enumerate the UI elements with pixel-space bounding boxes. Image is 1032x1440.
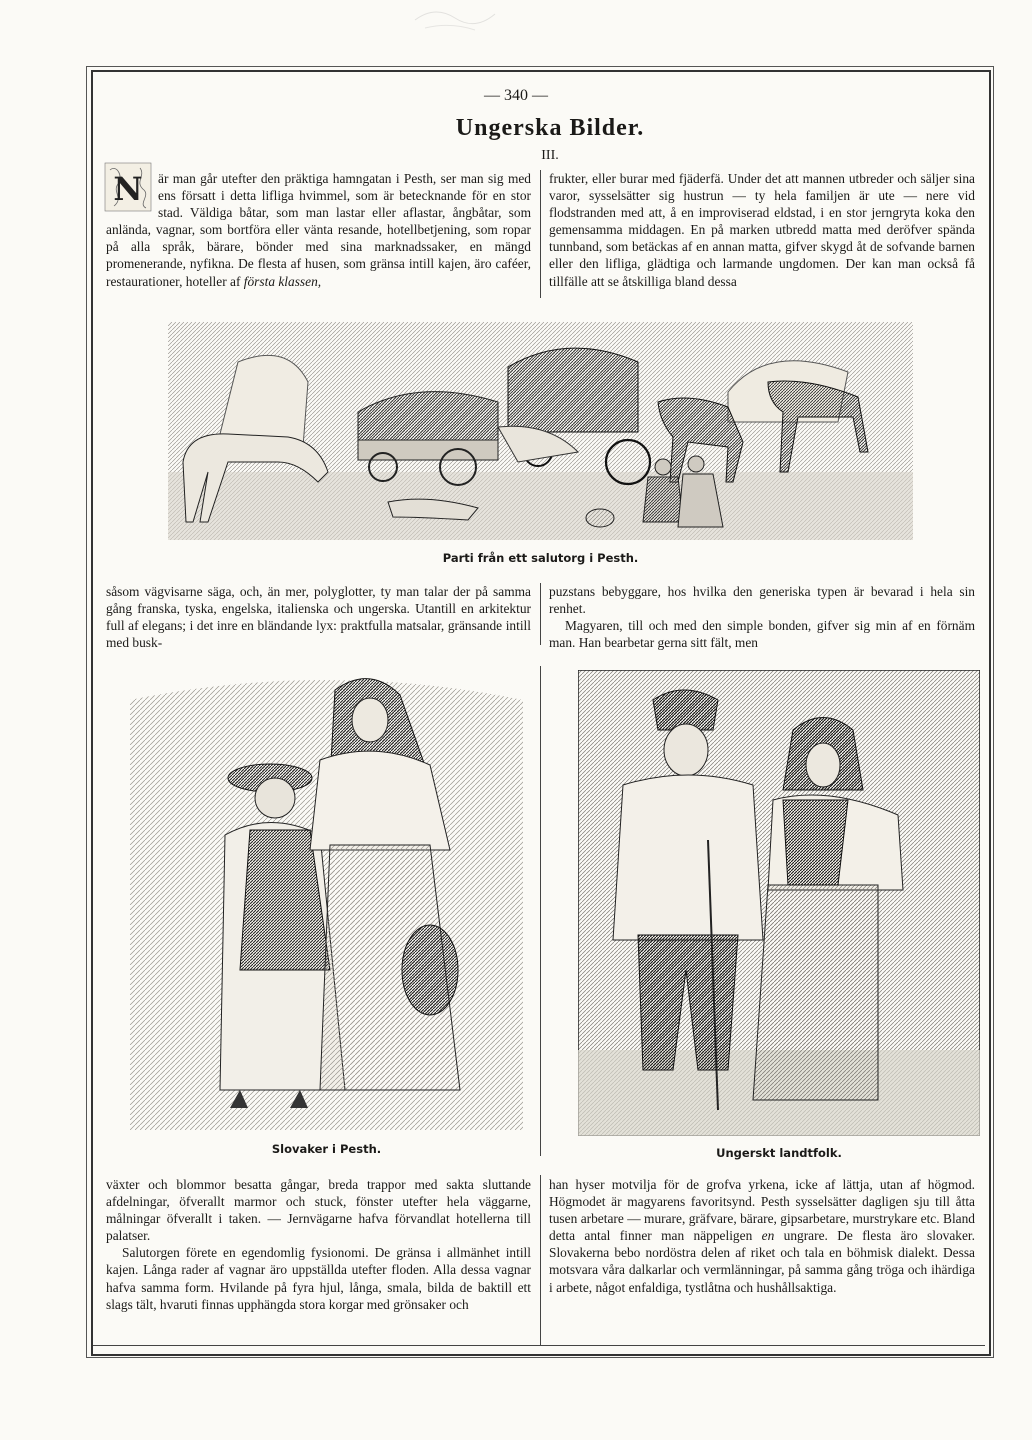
intro-left-column <box>106 170 531 290</box>
middle-right-p1: puzstans bebyggare, hos hvilka den generiska typen är bevarad i hela sin renhet. <box>549 584 975 617</box>
bottom-left-column <box>106 1176 531 1313</box>
woven-basket-icon <box>402 925 458 1015</box>
bottom-right-text: han hyser motvilja för de grofva yrkena, icke af lättja, utan af högmod. Högmodet är magyarens favoritsynd. Pesth sysselsätter dagligen sju till åtta tusen arbetare — murare, gräfvare, bärare, gipsarbetare, murstrykare etc. Bland detta antal finner man näppeligen <box>549 1177 975 1244</box>
hungarian-caption: Ungerskt landtfolk. <box>716 1146 842 1160</box>
slovak-caption: Slovaker i Pesth. <box>271 1142 382 1156</box>
page-number: — 340 — <box>484 87 548 104</box>
intro-right-column <box>549 170 975 290</box>
middle-left-column <box>106 583 531 651</box>
market-caption: Parti från ett salutorg i Pesth. <box>442 551 639 565</box>
bottom-right-text-end: ungrare. De flesta äro slovaker. Slovakerna bebo nordöstra delen af riket och tala en böhmisk dialekt. Dessa motsvara våra dalkarlar och vermlänningar, på samma gång tröga och ihärdiga i arbete, något enfaldiga, tystlåtna och hushållsaktiga. <box>549 1228 975 1295</box>
bottom-left-p1: växter och blommor besatta gångar, breda trappor med sakta sluttande afdelningar, öfverallt marmor och stuck, fönster utefter hela väggarne, målningar öfverallt i taken. — Jernvägarne hafva förvandlat hotellerna till palatser. <box>106 1177 531 1244</box>
intro-left-text: är man går utefter den präktiga hamngatan i Pesth, ser man sig med ens försatt i detta lifliga hvimmel, som är betecknande för en stor stad. Väldiga båtar, som man lastar eller aflastar, ångbåtar, som anlända, vagnar, som bortföra eller vänta resande, hotellbetjening, som ropar på alla språk, bärare, bönder med sina marknadssaker, en mängd promenerande, nyfikna. De flesta af husen, som gränsa intill kajen, äro caféer, restaurationer, hoteller af <box>106 171 531 289</box>
article-title: Ungerska Bilder. <box>455 115 645 141</box>
bottom-right-emphasis: en <box>761 1228 775 1244</box>
article-part: III. <box>541 148 559 163</box>
bottom-left-p2: Salutorgen förete en egendomlig fysionomi. De gränsa i allmänhet intill kajen. Långa rader af vagnar äro uppställda utefter floden. Alla dessa vagnar hafva samma form. Hvilande på fyra hjul, långa, smala, bilda de baktill ett slags tält, hvaruti finnas upphängda stora korgar med grönsaker och <box>106 1245 531 1312</box>
column-divider-middle <box>540 583 541 645</box>
hungarian-illustration <box>578 670 980 1136</box>
column-divider-images <box>540 666 541 1156</box>
bottom-rule <box>93 1345 985 1346</box>
basket-icon <box>586 509 614 527</box>
slovak-illustration <box>130 670 523 1130</box>
middle-left-text: såsom vägvisarne säga, och, än mer, polyglotter, ty man talar der på samma gång franska, tyska, engelska, italienska och ungerska. Utantill en arkitektur full af elegans; i det inre en bländande lyx: praktfulla matsalar, gränsande intill med busk- <box>106 584 531 651</box>
scan-smudge <box>395 0 535 40</box>
ornamental-dropcap-icon <box>104 162 152 212</box>
column-divider-bottom <box>540 1175 541 1345</box>
dropcap-letter: N <box>113 170 143 208</box>
intro-left-emphasis: första klassen, <box>243 273 322 289</box>
market-illustration <box>168 322 913 540</box>
middle-right-p2: Magyaren, till och med den simple bonden, gifver sig min af en förnäm man. Han bearbetar gerna sitt fält, men <box>549 618 975 651</box>
middle-right-column <box>549 583 975 651</box>
column-divider-top <box>540 170 541 298</box>
bottom-right-column <box>549 1176 975 1296</box>
intro-right-text: frukter, eller burar med fjäderfä. Under det att mannen utbreder och säljer sina varor, sysselsätter sig hustrun — ty hela familjen är ute — nere vid flodstranden med att, å en improviserad eldstad, i en stor jerngryta koka den gemensamma middagen. En på marken utbredd matta med deröfver spända tunnband, som betäckas af en annan matta, gifver skygd åt de sofvande barnen eller den lifliga, glädtiga och larmande ungdomen. Der kan man också få tillfälle att se åtskilliga bland dessa <box>549 171 975 289</box>
